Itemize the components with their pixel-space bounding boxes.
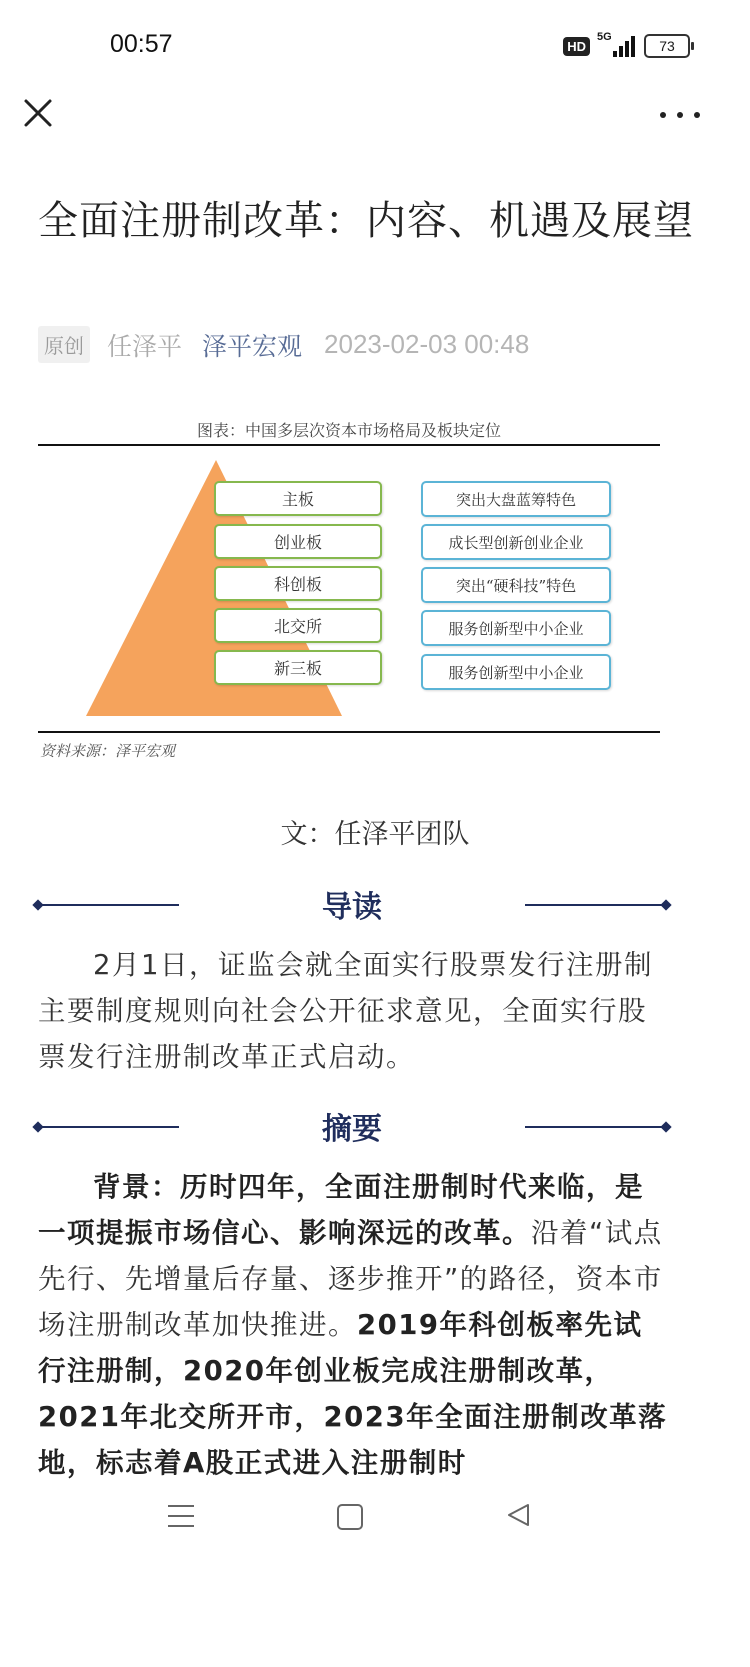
account-link[interactable]: 泽平宏观 — [202, 331, 303, 361]
tier-box-star-market: 科创板 — [214, 566, 382, 601]
section-header-summary — [36, 1104, 668, 1148]
section-title-summary: 摘要 — [322, 1112, 382, 1147]
tier-desc-star-market: 突出“硬科技”特色 — [421, 567, 611, 603]
figure-caption: 图表：中国多层次资本市场格局及板块定位 — [196, 421, 501, 440]
intro-paragraph — [38, 942, 670, 1080]
divider-ornament-right — [525, 904, 668, 906]
article-byline: 文：任泽平团队 — [280, 819, 470, 850]
more-icon — [660, 112, 666, 118]
figure-divider-top — [38, 444, 660, 446]
summary-text — [38, 1164, 670, 1486]
status-icons — [563, 31, 690, 58]
intro-text: 2月1日，证监会就全面实行股票发行注册制主要制度规则向社会公开征求意见，全面实行股票发行注册制改革正式启动。 — [38, 949, 653, 1073]
tier-desc-chinext: 成长型创新创业企业 — [421, 524, 611, 560]
close-button[interactable] — [20, 95, 60, 135]
summary-regular: 沿着“试点先行、先增量后存量、逐步推开”的路径，资本市场注册制改革加快推进。 — [38, 1217, 663, 1341]
status-time: 00:57 — [110, 30, 173, 58]
signal-icon — [597, 31, 635, 57]
summary-bold-tail: 2019年科创板率先试行注册制，2020年创业板完成注册制改革，2021年北交所开市，2023年全面注册制改革落地，标志着A股正式进入注册制时 — [38, 1309, 668, 1479]
tier-box-neeq: 新三板 — [214, 650, 382, 685]
original-badge: 原创 — [38, 326, 90, 363]
tier-desc-neeq: 服务创新型中小企业 — [421, 654, 611, 690]
system-nav-bar — [0, 1487, 750, 1557]
article-title: 全面注册制改革：内容、机遇及展望 — [38, 198, 694, 244]
figure-source: 资料来源：泽平宏观 — [40, 742, 176, 760]
tier-box-bse: 北交所 — [214, 608, 382, 643]
summary-bold-lead: 背景：历时四年，全面注册制时代来临，是一项提振市场信心、影响深远的改革。 — [38, 1171, 644, 1249]
section-title-intro: 导读 — [322, 890, 382, 925]
tier-desc-main-board: 突出大盘蓝筹特色 — [421, 481, 611, 517]
battery-level: 73 — [659, 38, 675, 54]
article-figure[interactable] — [38, 418, 660, 763]
network-type: 5G — [597, 31, 612, 43]
close-icon — [20, 95, 60, 135]
figure-divider-bottom — [38, 731, 660, 733]
divider-ornament-right — [525, 1126, 668, 1128]
section-header-intro — [36, 882, 668, 926]
home-icon[interactable] — [337, 1504, 363, 1530]
battery-icon — [644, 34, 690, 58]
article-meta — [38, 326, 529, 363]
summary-paragraph — [38, 1164, 670, 1486]
author-name: 任泽平 — [107, 331, 183, 361]
more-button[interactable] — [660, 100, 700, 130]
menu-icon[interactable] — [168, 1505, 194, 1535]
tier-desc-bse: 服务创新型中小企业 — [421, 610, 611, 646]
publish-date: 2023-02-03 00:48 — [324, 329, 530, 359]
tier-box-main-board: 主板 — [214, 481, 382, 516]
tier-box-chinext: 创业板 — [214, 524, 382, 559]
hd-icon: HD — [563, 37, 590, 56]
back-icon[interactable] — [506, 1502, 532, 1528]
